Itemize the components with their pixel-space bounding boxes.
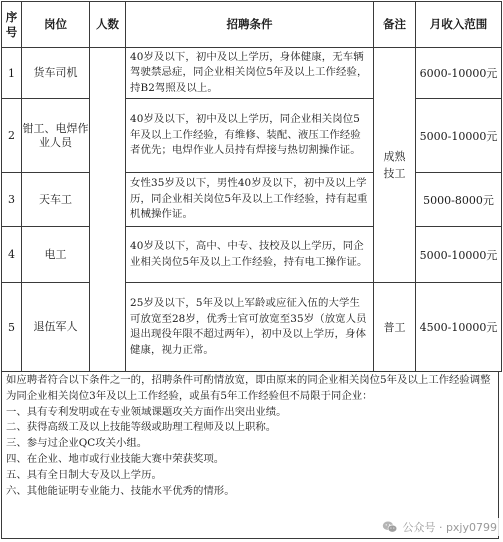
row-requirements: 40岁及以下，初中及以上学历，身体健康，无车辆驾驶禁忌症，同企业相关岗位5年及以上工作经验，持B2驾照及以上。: [126, 48, 374, 99]
row-requirements: 25岁及以下，5年及以上军龄或应征入伍的大学生可放宽至28岁，优秀士官可放宽至35岁（放宽人员退出现役年限不超过两年），初中及以上学历，身体健康，视力正常。: [126, 283, 374, 372]
table-row: [2, 173, 502, 227]
wechat-icon: [382, 520, 398, 534]
table-row: [2, 283, 502, 372]
note-skilled-worker-text: 成熟技工: [383, 150, 406, 180]
row-salary: 5000-8000元: [416, 173, 502, 227]
row-requirements: 女性35岁及以下，男性40岁及以下，初中及以上学历，同企业相关岗位5年及以上工作经验，持有起重机械操作证。: [126, 173, 374, 227]
row-requirements: 40岁及以下，初中及以上学历，同企业相关岗位5年及以上工作经验，有维修、装配、液压工作经验者优先；电焊作业人员持有焊接与热切割操作证。: [126, 99, 374, 173]
header-count: 人数: [90, 2, 126, 48]
relaxation-notes: [1, 372, 499, 539]
recruitment-table: [1, 1, 502, 372]
row-no: 2: [2, 99, 22, 173]
table-row: [2, 99, 502, 173]
notes-item: 二、获得高级工及以上技能等级或助理工程师及以上职称。: [6, 421, 277, 434]
row-requirements: 40岁及以下，高中、中专、技校及以上学历，同企业相关岗位5年及以上工作经验，持有电工操作证。: [126, 227, 374, 283]
row-no: 3: [2, 173, 22, 227]
note-general-worker: 普工: [374, 283, 416, 372]
notes-item: 三、参与过企业QC攻关小组。: [6, 437, 148, 450]
row-position: 货车司机: [22, 48, 90, 99]
watermark: [380, 518, 499, 536]
notes-item: 一、具有专利发明或在专业领域课题攻关方面作出突出业绩。: [6, 405, 287, 418]
header-notes: 备注: [374, 2, 416, 48]
row-no: 1: [2, 48, 22, 99]
row-salary: 5000-10000元: [416, 99, 502, 173]
table-header-row: [2, 2, 502, 48]
row-position: 电工: [22, 227, 90, 283]
row-no: 5: [2, 283, 22, 372]
row-no: 4: [2, 227, 22, 283]
notes-item: 四、在企业、地市或行业技能大赛中荣获奖项。: [6, 452, 225, 465]
notes-item: 六、其他能证明专业能力、技能水平优秀的情形。: [6, 484, 235, 497]
watermark-text: 公众号 · pxjy0799: [402, 521, 497, 534]
header-position: 岗位: [22, 2, 90, 48]
header-no: 序号: [2, 2, 22, 48]
row-salary: 6000-10000元: [416, 48, 502, 99]
row-position: 退伍军人: [22, 283, 90, 372]
header-salary: 月收入范围: [416, 2, 502, 48]
row-salary: 5000-10000元: [416, 227, 502, 283]
notes-intro: 如应聘者符合以下条件之一的，招聘条件可酌情放宽，即由原来的同企业相关岗位5年及以上工作经验调整为同企业相关岗位3年及以上工作经验，或虽有5年工作经验但不局限于同企业：: [6, 374, 491, 402]
row-salary: 4500-10000元: [416, 283, 502, 372]
notes-item: 五、具有全日制大专及以上学历。: [6, 468, 162, 481]
note-skilled-worker: [374, 48, 416, 283]
row-position: 天车工: [22, 173, 90, 227]
count-cell: [90, 48, 126, 372]
header-requirements: 招聘条件: [126, 2, 374, 48]
table-row: [2, 48, 502, 99]
row-position: 钳工、电焊作业人员: [22, 99, 90, 173]
table-row: [2, 227, 502, 283]
